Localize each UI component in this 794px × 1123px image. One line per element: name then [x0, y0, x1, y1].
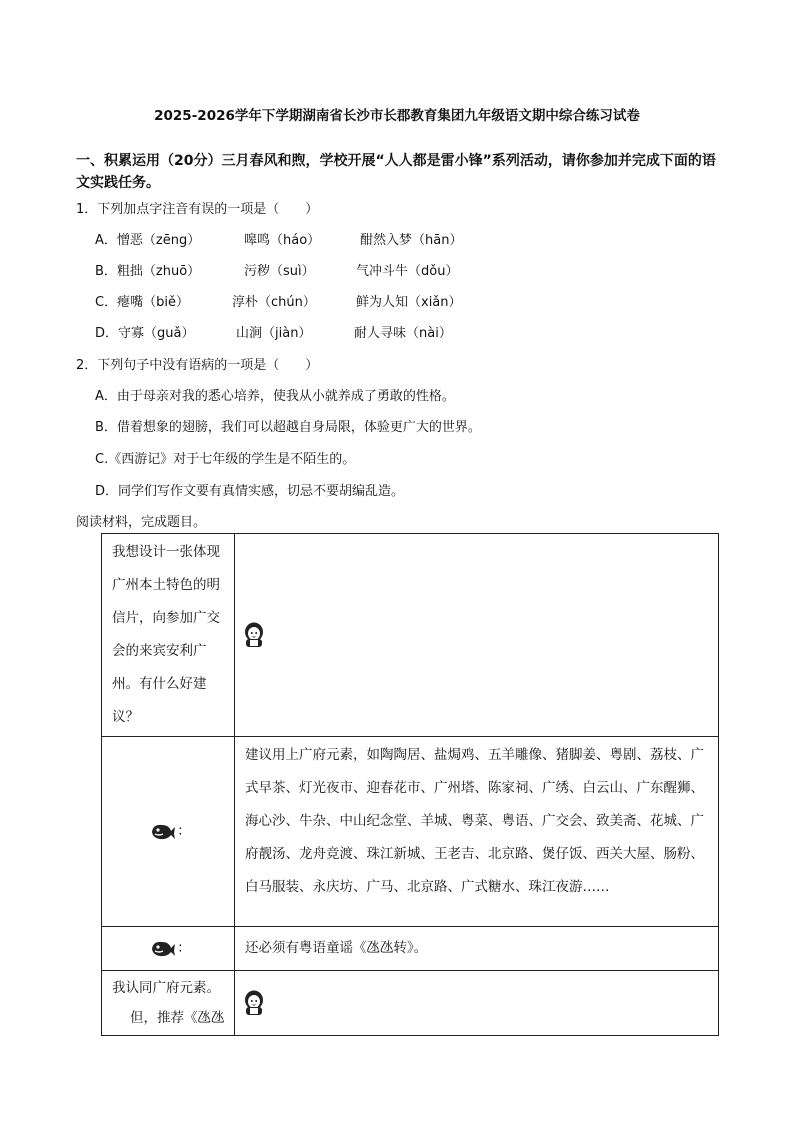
- teacher-reply-cell: [235, 927, 719, 971]
- reading-prompt: 阅读材料，完成题目。: [76, 515, 207, 530]
- table-row: [102, 737, 719, 927]
- table-row: [102, 927, 719, 971]
- q1-option-c-2: 淳朴（chún）: [232, 295, 316, 310]
- q1-option-b-2: 污秽（suì）: [244, 264, 315, 279]
- q1-option-c-1: C．瘪嘴（biě）: [95, 295, 189, 310]
- exam-title: 2025-2026学年下学期湖南省长沙市长郡教育集团九年级语文期中综合练习试卷: [154, 108, 640, 124]
- whale-avatar-icon: [149, 820, 177, 842]
- student-response-cell: [102, 971, 235, 1036]
- teacher-suggestion-cell: [235, 737, 719, 927]
- q1-option-d-2: 山涧（jiàn）: [236, 326, 312, 341]
- q1-option-b-1: B．粗拙（zhuō）: [95, 264, 201, 279]
- q2-option-a: A．由于母亲对我的悉心培养，使我从小就养成了勇敢的性格。: [95, 389, 455, 404]
- student-response-line-1: 我认同广府元素。: [112, 980, 220, 996]
- speaker-colon: ：: [177, 940, 191, 956]
- q1-option-a-2: 嗥鸣（háo）: [244, 233, 321, 248]
- student-avatar-cell: [235, 534, 719, 737]
- q1-option-d-3: 耐人寻味（nài）: [354, 326, 452, 341]
- student-response-line-2: 但，推荐《氹氹: [130, 1010, 225, 1026]
- suggestion-text: 建议用上广府元素，如陶陶居、盐焗鸡、五羊雕像、猪脚姜、粤剧、荔枝、广式早茶、灯光夜市、迎春花市、广州塔、陈家祠、广绣、白云山、广东醒狮、海心沙、牛杂、中山纪念堂、羊城、粤菜、粤语、广交会、致美斋、花城、广府靓汤、龙舟竞渡、珠江新城、王老吉、北京路、煲仔饭、西关大屋、肠粉、白马服装、永庆坊、广马、北京路、广式糖水、珠江夜游……: [245, 747, 704, 895]
- girl-avatar-icon: [243, 990, 265, 1016]
- whale-avatar-icon: [149, 937, 177, 959]
- table-row: [102, 971, 719, 1036]
- table-row: [102, 534, 719, 737]
- girl-avatar-icon: [243, 622, 265, 648]
- q1-option-d-1: D．守寡（guǎ）: [95, 326, 195, 341]
- reply-text: 还必须有粤语童谣《氹氹转》。: [245, 940, 428, 956]
- q2-option-d: D．同学们写作文要有真情实感，切忌不要胡编乱造。: [95, 484, 405, 499]
- student-question-cell: [102, 534, 235, 737]
- question-1-stem: 1．下列加点字注音有误的一项是（ ）: [76, 202, 319, 217]
- q1-option-a-3: 酣然入梦（hān）: [360, 233, 463, 248]
- q2-option-c: C.《西游记》对于七年级的学生是不陌生的。: [95, 452, 356, 467]
- student-avatar-cell-2: [235, 971, 719, 1036]
- student-question-text: 我想设计一张体现广州本土特色的明信片，向参加广交会的来宾安利广州。有什么好建议？: [112, 544, 220, 725]
- teacher-speaker-cell: [102, 737, 235, 927]
- question-2-stem: 2．下列句子中没有语病的一项是（ ）: [76, 358, 319, 373]
- teacher-speaker-cell-2: [102, 927, 235, 971]
- q2-option-b: B．借着想象的翅膀，我们可以超越自身局限，体验更广大的世界。: [95, 420, 481, 435]
- material-table: [101, 533, 719, 1036]
- q1-option-a-1: A．憎恶（zēng）: [95, 233, 201, 248]
- speaker-colon: ：: [177, 823, 191, 839]
- q1-option-b-3: 气冲斗牛（dǒu）: [356, 264, 459, 279]
- q1-option-c-3: 鲜为人知（xiǎn）: [356, 295, 462, 310]
- section-heading: 一、积累运用（20分）三月春风和煦，学校开展“人人都是雷小锋”系列活动，请你参加并完成下面的语文实践任务。: [76, 153, 716, 191]
